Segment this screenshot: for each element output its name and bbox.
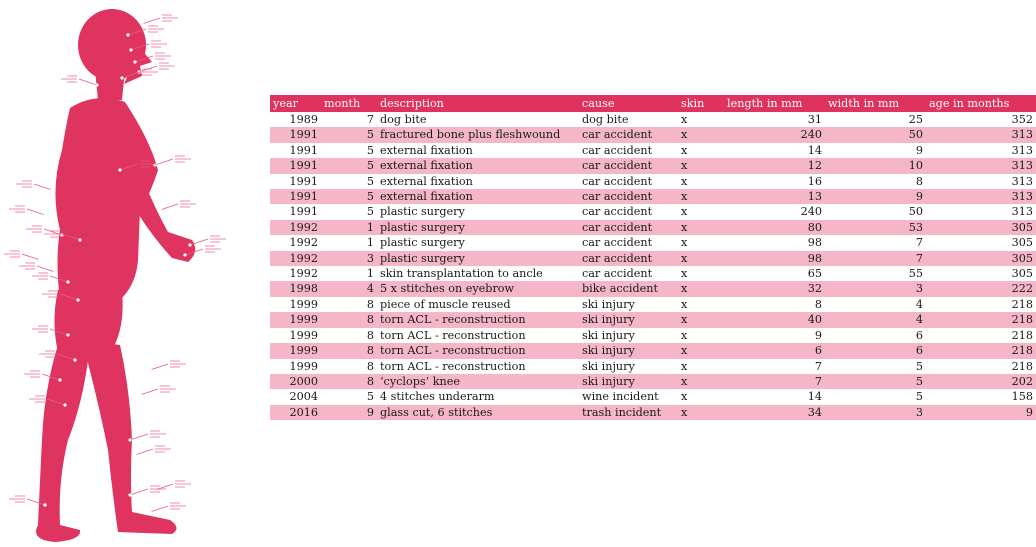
cell-year: 1991 [289,128,318,142]
cell-month: 8 [366,313,374,327]
cell-age: 9 [1025,405,1033,419]
cell-year: 1999 [289,328,318,342]
cell-description: glass cut, 6 stitches [380,405,493,419]
injury-marker [95,83,98,86]
cell-month: 5 [366,190,374,204]
cell-width: 53 [908,220,923,234]
cell-cause: ski injury [582,374,635,388]
cell-description: fractured bone plus fleshwound [380,128,561,142]
cell-year: 1992 [289,267,318,281]
silhouette [36,9,195,542]
cell-width: 25 [908,113,923,126]
cell-skin: x [681,143,688,157]
cell-skin: x [681,159,688,173]
cell-cause: ski injury [582,359,635,373]
cell-width: 55 [908,267,923,281]
table-row [270,312,1036,327]
cell-month: 3 [366,251,374,265]
table-row [270,328,1036,343]
injury-marker [188,243,191,246]
injury-marker [78,238,81,241]
cell-width: 9 [915,190,923,204]
cell-length: 32 [807,282,822,296]
cell-length: 12 [807,159,822,173]
cell-description: external fixation [380,190,473,204]
cell-month: 1 [366,220,374,234]
injury-marker [58,378,61,381]
cell-skin: x [681,282,688,296]
col-header-description: description [380,97,444,110]
cell-cause: bike accident [582,282,658,296]
cell-width: 7 [915,251,923,265]
cell-age: 218 [1011,328,1033,342]
cell-cause: car accident [582,236,653,250]
cell-cause: car accident [582,143,653,157]
cell-age: 313 [1011,128,1033,142]
marker-leader-line [142,18,160,24]
cell-cause: ski injury [582,344,635,358]
col-header-length: length in mm [727,97,803,110]
cell-month: 7 [366,113,374,126]
cell-description: dog bite [380,113,427,126]
cell-length: 65 [807,267,822,281]
marker-leader-line [130,489,148,495]
table-row [270,189,1036,204]
table-row [270,143,1036,158]
marker-leader-line [27,209,45,215]
neck-shape [95,70,125,100]
cell-month: 4 [366,282,374,296]
marker-leader-line [79,79,97,85]
cell-length: 6 [814,344,822,358]
cell-cause: dog bite [582,113,629,126]
cell-length: 14 [807,390,822,404]
cell-skin: x [681,113,688,126]
cell-year: 2016 [289,405,318,419]
cell-width: 7 [915,236,923,250]
table-row [270,359,1036,374]
marker-leader-line [37,266,55,272]
cell-year: 1989 [289,113,318,126]
cell-description: external fixation [380,174,473,188]
cell-width: 3 [915,282,923,296]
cell-length: 8 [814,297,822,311]
cell-description: 5 x stitches on eyebrow [380,282,515,296]
cell-age: 305 [1011,236,1033,250]
table-row [270,204,1036,219]
cell-length: 9 [814,328,822,342]
cell-width: 10 [908,159,923,173]
cell-skin: x [681,267,688,281]
cell-year: 1999 [289,313,318,327]
cell-skin: x [681,128,688,142]
cell-width: 5 [915,374,923,388]
marker-leader-line [135,449,153,455]
cell-skin: x [681,236,688,250]
marker-leader-line [22,254,40,260]
cell-skin: x [681,344,688,358]
cell-age: 313 [1011,205,1033,219]
cell-length: 40 [807,313,822,327]
injury-marker [60,233,63,236]
table-body [270,112,1036,420]
cell-year: 2000 [289,374,318,388]
cell-year: 1999 [289,344,318,358]
table-row [270,127,1036,142]
cell-length: 240 [800,205,822,219]
col-header-age: age in months [929,97,1010,110]
table-row [270,389,1036,404]
table-row [270,405,1036,420]
cell-length: 34 [807,405,822,419]
human-silhouette-icon [0,0,250,547]
cell-age: 218 [1011,359,1033,373]
cell-cause: car accident [582,190,653,204]
cell-month: 9 [366,405,374,419]
cell-skin: x [681,297,688,311]
cell-description: ‘cyclops’ knee [380,374,460,388]
col-header-month: month [324,97,361,110]
col-header-width: width in mm [828,97,900,110]
cell-age: 218 [1011,344,1033,358]
cell-age: 222 [1011,282,1033,296]
marker-leader-line [130,434,148,440]
cell-month: 5 [366,390,374,404]
cell-description: plastic surgery [380,236,465,250]
cell-age: 158 [1011,390,1033,404]
injury-marker [148,368,151,371]
injury-marker [73,358,76,361]
cell-age: 313 [1011,174,1033,188]
cell-length: 7 [814,359,822,373]
cell-age: 218 [1011,313,1033,327]
injury-marker [76,298,79,301]
cell-width: 3 [915,405,923,419]
cell-year: 1992 [289,251,318,265]
cell-skin: x [681,313,688,327]
table-row [270,174,1036,189]
cell-description: plastic surgery [380,251,465,265]
cell-description: plastic surgery [380,205,465,219]
cell-skin: x [681,174,688,188]
cell-cause: car accident [582,220,653,234]
injury-marker [53,270,56,273]
cell-cause: car accident [582,251,653,265]
injury-marker [138,393,141,396]
cell-year: 1998 [289,282,318,296]
cell-cause: car accident [582,159,653,173]
cell-age: 202 [1011,374,1033,388]
table-row [270,158,1036,173]
cell-month: 8 [366,359,374,373]
cell-width: 50 [908,128,923,142]
cell-length: 98 [807,251,822,265]
cell-skin: x [681,251,688,265]
cell-description: external fixation [380,143,473,157]
cell-width: 6 [915,344,923,358]
cell-month: 8 [366,344,374,358]
marker-leader-line [140,389,158,395]
table-row [270,220,1036,235]
cell-skin: x [681,205,688,219]
cell-month: 8 [366,297,374,311]
cell-cause: car accident [582,267,653,281]
cell-month: 1 [366,236,374,250]
data-table [270,95,1036,420]
cell-month: 5 [366,159,374,173]
cell-skin: x [681,328,688,342]
table-row [270,374,1036,389]
cell-year: 1992 [289,220,318,234]
front-leg-shape [82,340,177,534]
marker-leader-line [34,184,52,190]
col-header-year: year [273,97,298,110]
injury-marker [38,258,41,261]
cell-description: plastic surgery [380,220,465,234]
injury-table [270,95,1033,420]
cell-width: 5 [915,359,923,373]
cell-width: 6 [915,328,923,342]
cell-length: 14 [807,143,822,157]
table-header-row [270,95,1036,112]
injury-marker [148,510,151,513]
cell-width: 4 [915,313,923,327]
injury-marker [43,213,46,216]
cell-length: 7 [814,374,822,388]
cell-cause: ski injury [582,313,635,327]
cell-skin: x [681,220,688,234]
table-row [270,297,1036,312]
col-header-skin: skin [681,97,705,110]
cell-month: 5 [366,128,374,142]
injury-marker [128,493,131,496]
cell-description: 4 stitches underarm [380,390,495,404]
cell-cause: ski injury [582,297,635,311]
cell-cause: car accident [582,128,653,142]
table-row [270,235,1036,250]
injury-marker [63,403,66,406]
cell-length: 13 [807,190,822,204]
cell-month: 5 [366,174,374,188]
cell-year: 1999 [289,359,318,373]
cell-year: 2004 [289,390,318,404]
cell-cause: wine incident [582,390,659,404]
cell-age: 305 [1011,267,1033,281]
injury-marker [183,253,186,256]
cell-length: 98 [807,236,822,250]
cell-month: 8 [366,374,374,388]
cell-year: 1991 [289,190,318,204]
cell-age: 305 [1011,220,1033,234]
cell-skin: x [681,405,688,419]
injury-marker [140,22,143,25]
cell-skin: x [681,190,688,204]
cell-age: 313 [1011,143,1033,157]
table-row [270,112,1036,127]
marker-leader-line [160,204,178,210]
cell-description: skin transplantation to ancle [380,267,543,281]
marker-leader-line [150,364,168,370]
cell-width: 8 [915,174,923,188]
cell-skin: x [681,359,688,373]
injury-marker [129,48,132,51]
cell-month: 1 [366,267,374,281]
body-figure [0,0,250,547]
cell-length: 240 [800,128,822,142]
cell-year: 1999 [289,297,318,311]
injury-marker [126,33,129,36]
table-row [270,251,1036,266]
cell-description: torn ACL - reconstruction [380,328,526,342]
cell-width: 50 [908,205,923,219]
injury-marker [66,333,69,336]
cell-year: 1991 [289,143,318,157]
cell-description: torn ACL - reconstruction [380,359,526,373]
injury-marker [133,453,136,456]
cell-age: 313 [1011,159,1033,173]
cell-month: 5 [366,143,374,157]
cell-year: 1991 [289,174,318,188]
injury-marker [128,438,131,441]
cell-year: 1991 [289,159,318,173]
cell-length: 16 [807,174,822,188]
cell-skin: x [681,374,688,388]
cell-cause: car accident [582,174,653,188]
injury-marker [43,503,46,506]
marker-leader-line [150,506,168,512]
cell-cause: car accident [582,205,653,219]
injury-marker [158,208,161,211]
cell-month: 5 [366,205,374,219]
col-header-cause: cause [582,97,615,110]
cell-width: 5 [915,390,923,404]
cell-description: torn ACL - reconstruction [380,344,526,358]
cell-age: 313 [1011,190,1033,204]
injury-marker [120,76,123,79]
cell-cause: ski injury [582,328,635,342]
table-row [270,343,1036,358]
injury-marker [50,188,53,191]
table-row [270,281,1036,296]
cell-age: 305 [1011,251,1033,265]
cell-age: 218 [1011,297,1033,311]
cell-cause: trash incident [582,405,662,419]
cell-description: external fixation [380,159,473,173]
cell-age: 352 [1011,113,1033,126]
cell-year: 1992 [289,236,318,250]
cell-length: 31 [807,113,822,126]
cell-year: 1991 [289,205,318,219]
injury-marker [66,280,69,283]
cell-description: piece of muscle reused [380,297,511,311]
cell-length: 80 [807,220,822,234]
cell-month: 8 [366,328,374,342]
cell-skin: x [681,390,688,404]
cell-width: 4 [915,297,923,311]
table-row [270,266,1036,281]
cell-description: torn ACL - reconstruction [380,313,526,327]
cell-width: 9 [915,143,923,157]
injury-marker [118,168,121,171]
injury-marker [133,60,136,63]
marker-leader-line [155,159,173,165]
